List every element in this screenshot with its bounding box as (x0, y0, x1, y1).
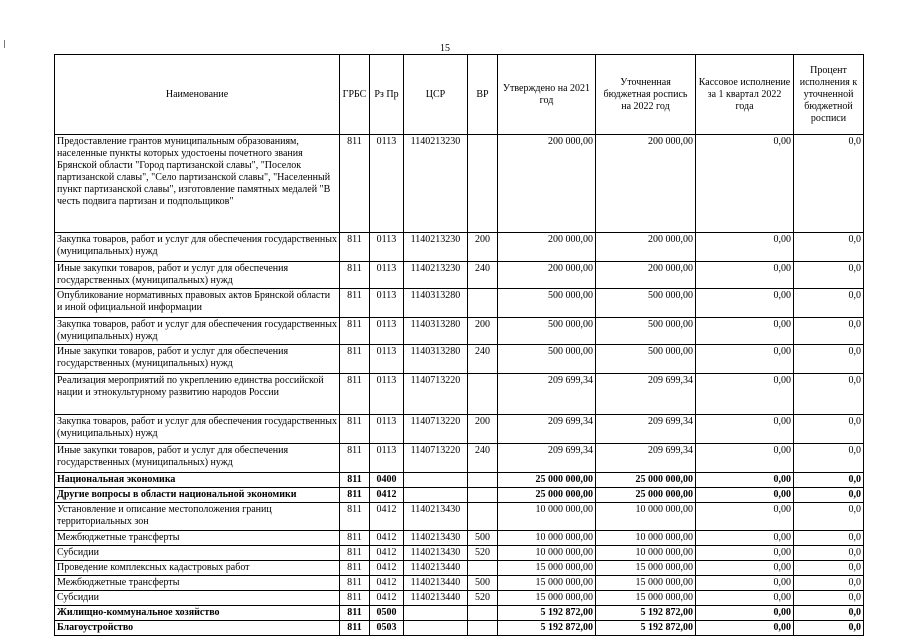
row-rzpr: 0500 (370, 606, 404, 621)
table-row (55, 503, 864, 531)
row-rzpr: 0400 (370, 473, 404, 488)
table-row (55, 233, 864, 262)
row-refined: 10 000 000,00 (596, 546, 696, 561)
row-rzpr: 0412 (370, 503, 404, 531)
row-percent: 0,0 (794, 415, 864, 444)
row-cash: 0,00 (696, 503, 794, 531)
row-grbs: 811 (340, 262, 370, 289)
budget-table (54, 54, 864, 636)
row-vr: 240 (468, 262, 498, 289)
row-name: Проведение комплексных кадастровых работ (55, 561, 340, 576)
row-csr: 1140213440 (404, 576, 468, 591)
row-name: Межбюджетные трансферты (55, 576, 340, 591)
row-grbs: 811 (340, 233, 370, 262)
row-refined: 10 000 000,00 (596, 531, 696, 546)
table-row (55, 488, 864, 503)
row-cash: 0,00 (696, 561, 794, 576)
row-rzpr: 0113 (370, 318, 404, 345)
row-percent: 0,0 (794, 621, 864, 636)
header-cash: Кассовое исполнение за 1 квартал 2022 года (696, 55, 794, 135)
table-row (55, 546, 864, 561)
row-csr: 1140313280 (404, 289, 468, 318)
header-approved: Утверждено на 2021 год (498, 55, 596, 135)
row-cash: 0,00 (696, 374, 794, 415)
row-rzpr: 0113 (370, 135, 404, 233)
row-refined: 15 000 000,00 (596, 576, 696, 591)
row-percent: 0,0 (794, 473, 864, 488)
table-row (55, 444, 864, 473)
table-body (55, 135, 864, 636)
row-name: Субсидии (55, 591, 340, 606)
row-rzpr: 0113 (370, 345, 404, 374)
row-refined: 15 000 000,00 (596, 591, 696, 606)
row-cash: 0,00 (696, 233, 794, 262)
row-percent: 0,0 (794, 591, 864, 606)
row-refined: 200 000,00 (596, 262, 696, 289)
row-csr (404, 473, 468, 488)
row-approved: 5 192 872,00 (498, 621, 596, 636)
row-refined: 500 000,00 (596, 318, 696, 345)
row-cash: 0,00 (696, 135, 794, 233)
table-row (55, 345, 864, 374)
row-csr: 1140313280 (404, 318, 468, 345)
row-rzpr: 0113 (370, 444, 404, 473)
row-cash: 0,00 (696, 621, 794, 636)
row-refined: 15 000 000,00 (596, 561, 696, 576)
row-refined: 25 000 000,00 (596, 473, 696, 488)
row-grbs: 811 (340, 621, 370, 636)
row-grbs: 811 (340, 531, 370, 546)
row-cash: 0,00 (696, 591, 794, 606)
row-csr: 1140213430 (404, 531, 468, 546)
row-rzpr: 0412 (370, 488, 404, 503)
row-name: Закупка товаров, работ и услуг для обеспечения государственных (муниципальных) нужд (55, 415, 340, 444)
row-approved: 10 000 000,00 (498, 546, 596, 561)
row-cash: 0,00 (696, 262, 794, 289)
row-csr: 1140213430 (404, 503, 468, 531)
row-approved: 500 000,00 (498, 289, 596, 318)
row-grbs: 811 (340, 488, 370, 503)
row-rzpr: 0412 (370, 591, 404, 606)
table-row (55, 262, 864, 289)
row-name: Иные закупки товаров, работ и услуг для обеспечения государственных (муниципальных) нужд (55, 444, 340, 473)
row-name: Иные закупки товаров, работ и услуг для обеспечения государственных (муниципальных) нужд (55, 345, 340, 374)
row-grbs: 811 (340, 576, 370, 591)
row-csr: 1140213230 (404, 262, 468, 289)
row-grbs: 811 (340, 444, 370, 473)
row-grbs: 811 (340, 318, 370, 345)
header-row (55, 55, 864, 135)
row-vr: 200 (468, 318, 498, 345)
row-percent: 0,0 (794, 233, 864, 262)
row-approved: 10 000 000,00 (498, 503, 596, 531)
row-grbs: 811 (340, 473, 370, 488)
row-percent: 0,0 (794, 546, 864, 561)
row-grbs: 811 (340, 591, 370, 606)
row-percent: 0,0 (794, 289, 864, 318)
row-vr: 200 (468, 415, 498, 444)
row-csr: 1140713220 (404, 415, 468, 444)
row-approved: 25 000 000,00 (498, 473, 596, 488)
row-vr (468, 374, 498, 415)
row-vr: 240 (468, 345, 498, 374)
table-row (55, 415, 864, 444)
row-percent: 0,0 (794, 374, 864, 415)
row-name: Жилищно-коммунальное хозяйство (55, 606, 340, 621)
row-approved: 200 000,00 (498, 233, 596, 262)
row-csr: 1140313280 (404, 345, 468, 374)
row-vr (468, 473, 498, 488)
row-vr (468, 606, 498, 621)
row-csr: 1140213230 (404, 233, 468, 262)
row-csr: 1140213440 (404, 561, 468, 576)
row-grbs: 811 (340, 606, 370, 621)
row-percent: 0,0 (794, 561, 864, 576)
row-rzpr: 0412 (370, 576, 404, 591)
row-approved: 500 000,00 (498, 345, 596, 374)
row-cash: 0,00 (696, 473, 794, 488)
row-vr (468, 561, 498, 576)
row-approved: 209 699,34 (498, 444, 596, 473)
row-refined: 200 000,00 (596, 135, 696, 233)
row-percent: 0,0 (794, 262, 864, 289)
row-approved: 209 699,34 (498, 415, 596, 444)
row-rzpr: 0113 (370, 415, 404, 444)
row-refined: 209 699,34 (596, 374, 696, 415)
row-vr: 200 (468, 233, 498, 262)
row-rzpr: 0503 (370, 621, 404, 636)
row-percent: 0,0 (794, 488, 864, 503)
row-refined: 500 000,00 (596, 289, 696, 318)
row-cash: 0,00 (696, 546, 794, 561)
table-row (55, 591, 864, 606)
row-grbs: 811 (340, 561, 370, 576)
row-vr (468, 488, 498, 503)
table-row (55, 576, 864, 591)
table-row (55, 621, 864, 636)
scan-margin-mark (4, 40, 5, 48)
row-approved: 15 000 000,00 (498, 561, 596, 576)
row-name: Субсидии (55, 546, 340, 561)
row-rzpr: 0412 (370, 546, 404, 561)
row-csr (404, 606, 468, 621)
row-percent: 0,0 (794, 531, 864, 546)
table-row (55, 374, 864, 415)
table-row (55, 473, 864, 488)
header-grbs: ГРБС (340, 55, 370, 135)
row-refined: 200 000,00 (596, 233, 696, 262)
row-cash: 0,00 (696, 531, 794, 546)
header-percent: Процент исполнения к уточненной бюджетной росписи (794, 55, 864, 135)
row-csr: 1140213430 (404, 546, 468, 561)
row-rzpr: 0113 (370, 374, 404, 415)
row-name: Национальная экономика (55, 473, 340, 488)
row-grbs: 811 (340, 546, 370, 561)
row-vr: 520 (468, 591, 498, 606)
row-cash: 0,00 (696, 444, 794, 473)
row-csr: 1140213230 (404, 135, 468, 233)
table-row (55, 606, 864, 621)
row-approved: 15 000 000,00 (498, 591, 596, 606)
row-cash: 0,00 (696, 345, 794, 374)
row-approved: 25 000 000,00 (498, 488, 596, 503)
row-grbs: 811 (340, 503, 370, 531)
row-percent: 0,0 (794, 503, 864, 531)
row-rzpr: 0412 (370, 561, 404, 576)
row-cash: 0,00 (696, 415, 794, 444)
table-row (55, 135, 864, 233)
row-percent: 0,0 (794, 345, 864, 374)
row-grbs: 811 (340, 135, 370, 233)
row-vr (468, 503, 498, 531)
row-refined: 5 192 872,00 (596, 606, 696, 621)
header-rzpr: Рз Пр (370, 55, 404, 135)
row-approved: 200 000,00 (498, 135, 596, 233)
header-refined: Уточненная бюджетная роспись на 2022 год (596, 55, 696, 135)
table-row (55, 289, 864, 318)
row-csr: 1140213440 (404, 591, 468, 606)
row-csr (404, 488, 468, 503)
row-vr: 520 (468, 546, 498, 561)
row-grbs: 811 (340, 374, 370, 415)
row-vr (468, 289, 498, 318)
table-row (55, 561, 864, 576)
row-grbs: 811 (340, 289, 370, 318)
row-percent: 0,0 (794, 444, 864, 473)
row-cash: 0,00 (696, 318, 794, 345)
row-approved: 200 000,00 (498, 262, 596, 289)
row-percent: 0,0 (794, 606, 864, 621)
row-name: Реализация мероприятий по укреплению единства российской нации и этнокультурному развитию народов России (55, 374, 340, 415)
row-cash: 0,00 (696, 606, 794, 621)
row-percent: 0,0 (794, 135, 864, 233)
row-cash: 0,00 (696, 289, 794, 318)
row-rzpr: 0412 (370, 531, 404, 546)
row-rzpr: 0113 (370, 262, 404, 289)
row-approved: 10 000 000,00 (498, 531, 596, 546)
header-name: Наименование (55, 55, 340, 135)
row-refined: 10 000 000,00 (596, 503, 696, 531)
row-name: Установление и описание местоположения границ территориальных зон (55, 503, 340, 531)
row-percent: 0,0 (794, 576, 864, 591)
row-vr: 500 (468, 576, 498, 591)
row-refined: 5 192 872,00 (596, 621, 696, 636)
row-csr: 1140713220 (404, 444, 468, 473)
row-csr: 1140713220 (404, 374, 468, 415)
row-approved: 500 000,00 (498, 318, 596, 345)
row-name: Иные закупки товаров, работ и услуг для обеспечения государственных (муниципальных) нужд (55, 262, 340, 289)
header-vr: ВР (468, 55, 498, 135)
row-refined: 209 699,34 (596, 444, 696, 473)
row-refined: 500 000,00 (596, 345, 696, 374)
row-vr: 240 (468, 444, 498, 473)
row-rzpr: 0113 (370, 289, 404, 318)
row-csr (404, 621, 468, 636)
page-number: 15 (440, 43, 450, 54)
row-approved: 15 000 000,00 (498, 576, 596, 591)
row-approved: 5 192 872,00 (498, 606, 596, 621)
row-name: Опубликование нормативных правовых актов Брянской области и иной официальной информации (55, 289, 340, 318)
row-refined: 209 699,34 (596, 415, 696, 444)
row-rzpr: 0113 (370, 233, 404, 262)
table-row (55, 318, 864, 345)
row-name: Закупка товаров, работ и услуг для обеспечения государственных (муниципальных) нужд (55, 233, 340, 262)
row-grbs: 811 (340, 345, 370, 374)
row-vr (468, 621, 498, 636)
row-approved: 209 699,34 (498, 374, 596, 415)
table-row (55, 531, 864, 546)
row-name: Межбюджетные трансферты (55, 531, 340, 546)
row-name: Благоустройство (55, 621, 340, 636)
row-vr (468, 135, 498, 233)
row-vr: 500 (468, 531, 498, 546)
row-name: Закупка товаров, работ и услуг для обеспечения государственных (муниципальных) нужд (55, 318, 340, 345)
row-name: Предоставление грантов муниципальным образованиям, населенные пункты которых удостоены почетного звания Брянской области "Город партизанской славы", "Поселок партизанской славы", "Село партизанской славы", "Населенный пункт партизанской славы", изготовление памятных медалей "В честь подвига партизан и подпольщиков" (55, 135, 340, 233)
header-csr: ЦСР (404, 55, 468, 135)
row-refined: 25 000 000,00 (596, 488, 696, 503)
row-cash: 0,00 (696, 488, 794, 503)
row-name: Другие вопросы в области национальной экономики (55, 488, 340, 503)
row-grbs: 811 (340, 415, 370, 444)
row-percent: 0,0 (794, 318, 864, 345)
row-cash: 0,00 (696, 576, 794, 591)
